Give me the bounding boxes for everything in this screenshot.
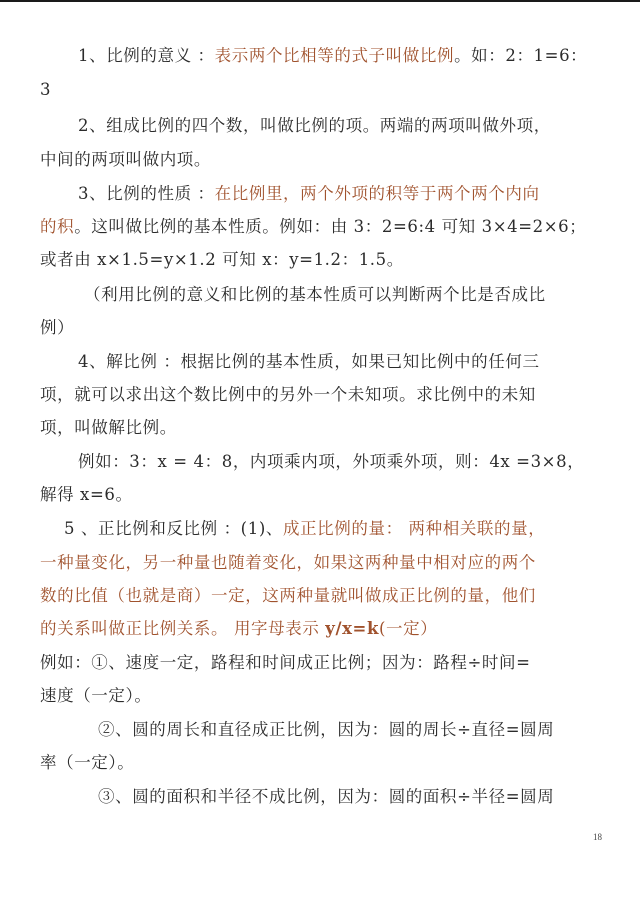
text-segment: 中间的两项叫做内项。 [40, 150, 211, 169]
text-segment: 4、解比例 ：根据比例的基本性质，如果已知比例中的任何三 [78, 352, 540, 371]
item-1-heading: 1、比例的意义 ： [78, 46, 215, 65]
line-direct-proportion-def2 [40, 585, 536, 607]
item-5-heading: 5 、正比例和反比例 ：(1)、 [64, 519, 283, 538]
line-proportion-note-cont [40, 317, 74, 339]
text-segment: 项，叫做解比例。 [40, 418, 177, 437]
line-example-2 [98, 719, 554, 741]
text-segment: ②、圆的周长和直径成正比例，因为：圆的周长÷直径=圆周 [98, 720, 555, 739]
line-solve-proportion-cont2 [40, 417, 177, 439]
text-segment: 例如：①、速度一定，路程和时间成正比例；因为：路程÷时间= [40, 653, 531, 672]
page-number: 18 [593, 832, 602, 842]
text-segment: 一种量变化，另一种量也随着变化，如果这两种量中相对应的两个 [40, 553, 536, 572]
line-proportion-property [78, 183, 540, 205]
line-example-1-cont [40, 685, 151, 707]
line-proportion-property-cont [40, 216, 586, 238]
line-direct-proportion-def1 [40, 552, 536, 574]
text-segment: 速度（一定）。 [40, 686, 152, 705]
text-segment: 2、组成比例的四个数，叫做比例的项。两端的两项叫做外项， [78, 116, 551, 135]
item-3-heading: 3、比例的性质 ： [78, 184, 215, 203]
line-proportion-terms-cont [40, 149, 211, 171]
text-segment: (一定） [379, 619, 438, 638]
item-3-property-highlight: 在比例里，两个外项的积等于两个两个内向 [214, 184, 540, 203]
line-solve-example-result [40, 484, 133, 506]
line-proportion-terms [78, 115, 551, 137]
text-segment: 例） [40, 318, 75, 337]
text-segment: ③、圆的面积和半径不成比例，因为：圆的面积÷半径=圆周 [98, 787, 555, 806]
line-proportion-property-example [40, 249, 404, 271]
text-segment: 数的比值（也就是商）一定，这两种量就叫做成正比例的量，他们 [40, 586, 536, 605]
item-3-property-highlight-end: 的积 [40, 217, 75, 236]
line-example-1 [40, 652, 531, 674]
item-1-example: 。如：2：1=6： [454, 46, 588, 65]
formula-y-over-x: y/x=k [325, 619, 380, 638]
line-proportion-note [84, 284, 546, 306]
text-segment: 。这叫做比例的基本性质。例如：由 3：2=6:4 可知 3×4=2×6； [74, 217, 587, 236]
line-proportion-meaning-cont [40, 79, 51, 101]
text-segment: 解得 x=6。 [40, 485, 133, 504]
text-segment: 项，就可以求出这个数比例中的另外一个未知项。求比例中的未知 [40, 385, 536, 404]
line-example-3 [98, 786, 554, 808]
text-segment: 率（一定）。 [40, 753, 135, 772]
line-direct-inverse-proportion [64, 518, 545, 540]
line-solve-proportion [78, 351, 540, 373]
line-example-2-cont [40, 752, 134, 774]
item-5-direct-proportion-highlight: 成正比例的量： 两种相关联的量， [282, 519, 546, 538]
line-direct-proportion-def3 [40, 618, 437, 640]
text-segment: （利用比例的意义和比例的基本性质可以判断两个比是否成比 [84, 285, 546, 304]
text-segment: 的关系叫做正比例关系。 用字母表示 [40, 619, 326, 638]
item-1-definition-highlight: 表示两个比相等的式子叫做比例 [214, 46, 455, 65]
line-proportion-meaning [78, 45, 587, 67]
text-segment: 3 [40, 80, 52, 99]
line-solve-proportion-cont1 [40, 384, 536, 406]
line-solve-example [78, 451, 584, 473]
text-segment: 例如：3：x = 4：8，内项乘内项，外项乘外项，则：4x =3×8， [78, 452, 585, 471]
text-segment: 或者由 x×1.5=y×1.2 可知 x：y=1.2：1.5。 [40, 250, 404, 269]
